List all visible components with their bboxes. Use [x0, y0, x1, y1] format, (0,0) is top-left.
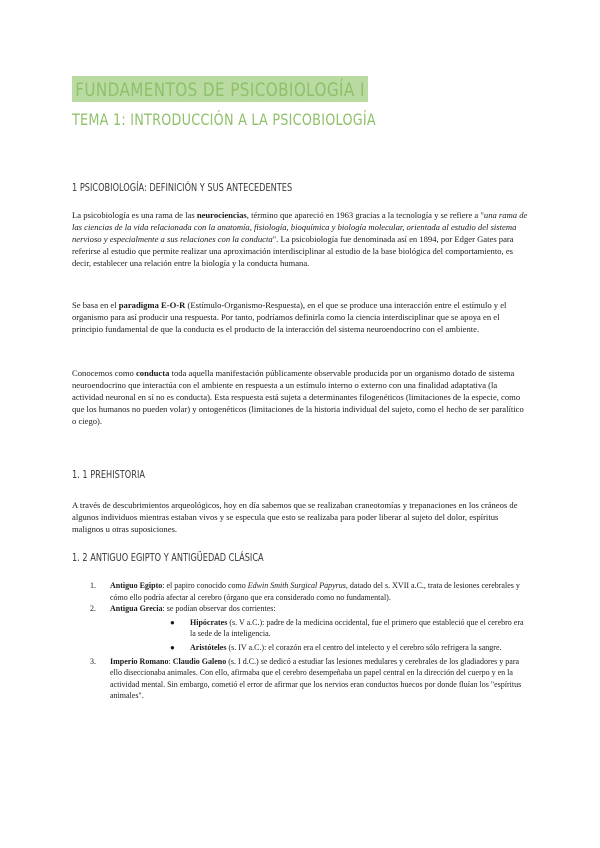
bold-term: Antiguo Egipto — [110, 581, 163, 590]
section-heading-1: 1 PSICOBIOLOGÍA: DEFINICIÓN Y SUS ANTECEDENTES — [72, 182, 293, 194]
bold-term: neurociencias — [196, 210, 247, 220]
paragraph-conduct — [72, 367, 530, 427]
text-run: (s. IV a.C.): el corazón era el centro del intelecto y el cerebro sólo refrigera la sangre. — [226, 642, 502, 652]
text-run: ". La psicobiología fue denominada así en 1894, por Edger Gates para referirse al estudio que permite realizar una aproximación interdisciplinar al estudio de la base biológica del comportamiento, es decir, establecer una relación entre la biología y la conducta humana. — [72, 234, 514, 269]
bold-term: Claudio Galeno — [172, 656, 227, 666]
text-run: (s. V a.C.): padre de la medicina occidental, fue el primero que estableció que el cerebro era la sede de la inteligencia. — [190, 617, 524, 639]
list-subitem-hippocrates — [72, 617, 530, 640]
text-run: (Estímulo-Organismo-Respuesta), en el que se produce una interacción entre el estímulo y el organismo para así producir una respuesta. Por tanto, podríamos definirla como la ciencia interdisciplinar que se apoya en el principio fundamental de que la conducta es el producto de la interacción del sistema neuroendocrino con el ambiente. — [72, 300, 507, 335]
text-run: , término que apareció en 1963 gracias a la tecnología y se refiere a " — [246, 210, 484, 220]
bold-term: Imperio Romano — [110, 656, 169, 666]
history-list — [72, 580, 530, 702]
bullet-icon: ● — [170, 642, 175, 652]
section-heading-prehistory: 1. 1 PREHISTORIA — [72, 469, 145, 481]
bold-term: Antigua Grecia — [110, 604, 163, 614]
bold-term: Aristóteles — [190, 642, 227, 652]
text-run: : — [168, 656, 173, 666]
section-heading-egypt: 1. 2 ANTIGUO EGIPTO Y ANTIGÜEDAD CLÁSICA — [72, 552, 264, 564]
paragraph-definition — [72, 209, 530, 269]
list-item-greece — [72, 603, 530, 615]
paragraph-paradigm — [72, 299, 530, 335]
text-run: Conocemos como — [72, 368, 136, 378]
italic-quote: una rama de las ciencias de la vida relacionada con la anatomía, fisiología, bioquímica y biología molecular, orientada al estudio del sistema nervioso y especialmente a sus relaciones con la conducta — [72, 210, 528, 245]
paragraph-prehistory: A través de descubrimientos arqueológicos, hoy en día sabemos que se realizaban craneotomías y trepanaciones en los cráneos de algunos individuos mientras estaban vivos y se especula que esto se realizaba para poder liberar al sujeto del dolor, espíritus malignos u otras suposiciones. — [72, 500, 518, 535]
list-item-egypt — [72, 580, 530, 603]
bullet-icon: ● — [170, 617, 175, 627]
document-subtitle: TEMA 1: INTRODUCCIÓN A LA PSICOBIOLOGÍA — [72, 110, 376, 129]
bold-term: Hipócrates — [190, 617, 228, 627]
text-run: toda aquella manifestación públicamente observable producida por un organismo dotado de sistema neuroendocrino que interactúa con el ambiente en respuesta a un estímulo interno o externo con una finalidad adaptativa (la actividad neuronal en sí no es conducta). Esta respuesta está sujeta a determinantes filogenéticos (limitaciones de la especie, como que los humanos no pueden volar) y ontogenéticos (limitaciones de la historia individual del sujeto, como el hecho de ser paralítico o ciego). — [72, 368, 524, 427]
list-item-rome — [72, 656, 530, 702]
text-run: , datado del s. XVII a.C., trata de lesiones cerebrales y cómo ello podría afectar al cerebro (órgano que era considerado como no fundamental). — [110, 581, 520, 602]
text-run: : se podían observar dos corrientes: — [162, 604, 276, 614]
list-subitem-aristotle — [72, 642, 530, 654]
text-run: (s. I d.C.) se dedicó a estudiar las lesiones medulares y cerebrales de los gladiadores y para ello diseccionaba animales. Con ello, afirmaba que el cerebro desempeñaba un papel central en la dirección del cuerpo y en la actividad mental. Sin embargo, cometió el error de afirmar que los nervios eran conductos huecos por donde fluían los "espíritus animales". — [110, 656, 522, 701]
list-number: 2. — [90, 604, 96, 614]
list-number: 1. — [90, 581, 96, 590]
text-run: La psicobiología es una rama de las — [72, 210, 197, 220]
list-number: 3. — [90, 656, 96, 666]
bold-term: paradigma E-O-R — [118, 300, 186, 310]
bold-term: conducta — [135, 368, 170, 378]
text-run: : el papiro conocido como — [162, 581, 248, 590]
italic-title: Edwin Smith Surgical Papyrus — [247, 581, 346, 590]
document-title: FUNDAMENTOS DE PSICOBIOLOGÍA I — [72, 76, 368, 102]
text-run: Se basa en el — [72, 300, 119, 310]
